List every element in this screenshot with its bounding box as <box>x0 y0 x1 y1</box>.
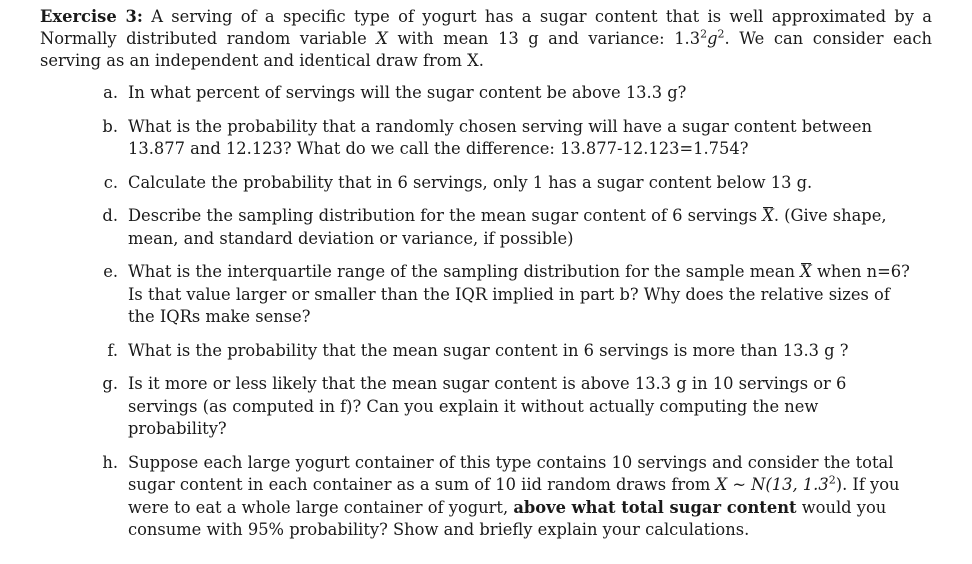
intro-var-x: X <box>376 29 388 48</box>
question-item <box>40 373 932 441</box>
question-marker: b. <box>102 116 118 136</box>
intro-sup-2: 2 <box>717 27 725 41</box>
question-item <box>40 261 932 329</box>
question-item <box>40 205 932 250</box>
question-text: In what percent of servings will the sugar content be above 13.3 g? <box>128 83 687 102</box>
question-text-before: Suppose each large yogurt container of this type contains 10 servings and consider the total sugar content in each container as a sum of 10 iid random draws from <box>128 452 894 494</box>
question-text-after: would you consume with 95% probability? Show and briefly explain your calculations. <box>128 497 887 539</box>
exercise-intro <box>40 6 932 72</box>
question-marker: d. <box>102 206 118 225</box>
intro-text-1: A serving of a specific type of yogurt has a sugar content that is well approximated by a Normally distributed random variable <box>40 7 932 48</box>
exercise-label: Exercise 3: <box>40 7 143 26</box>
distribution-close: ) <box>835 475 843 494</box>
question-item <box>40 116 932 161</box>
question-text <box>128 261 918 329</box>
question-item <box>40 82 932 105</box>
intro-text-3: . We can consider each serving as an independent and identical draw from X. <box>40 29 932 70</box>
intro-var-g: g <box>707 29 718 48</box>
question-text: Calculate the probability that in 6 servings, only 1 has a sugar content below 13 g. <box>128 172 813 192</box>
question-marker: c. <box>103 172 118 192</box>
sample-mean-symbol: X <box>800 261 812 284</box>
question-text-before: What is the interquartile range of the sampling distribution for the sample mean <box>128 262 795 281</box>
distribution-notation: X ~ N(13, 1.3 <box>715 475 829 494</box>
intro-sup-1: 2 <box>700 27 708 41</box>
question-marker: f. <box>107 340 118 360</box>
question-marker: g. <box>102 374 118 393</box>
distribution-sup: 2 <box>828 473 836 487</box>
question-text: What is the probability that the mean sugar content in 6 servings is more than 13.3 g ? <box>128 340 849 360</box>
question-text <box>128 452 918 542</box>
question-marker: a. <box>103 83 118 102</box>
question-text: What is the probability that a randomly chosen serving will have a sugar content between 13.877 and 12.123? What do we call the difference: 13.877-12.123=1.754? <box>128 116 873 158</box>
intro-text-2: with mean 13 g and variance: 1.3 <box>397 29 701 48</box>
question-text: Is it more or less likely that the mean sugar content is above 13.3 g in 10 servings or 6 servings (as computed in f)? Can you explain it without actually computing the new probability? <box>128 374 847 438</box>
question-text-after: when n=6? Is that value larger or smaller than the IQR implied in part b? Why does the relative sizes of the IQRs make sense? <box>128 262 910 326</box>
question-item <box>40 340 932 363</box>
question-text-before: Describe the sampling distribution for the mean sugar content of 6 servings <box>128 206 758 225</box>
question-marker: e. <box>103 262 118 281</box>
question-marker: h. <box>102 452 118 472</box>
question-item <box>40 452 932 542</box>
question-item <box>40 172 932 195</box>
sample-mean-symbol: X <box>762 205 774 228</box>
question-list <box>40 82 932 542</box>
question-text <box>128 205 918 250</box>
question-text-after: . (Give shape, mean, and standard deviation or variance, if possible) <box>128 206 887 248</box>
question-text-mid: . If you were to eat a whole large container of yogurt, <box>128 475 900 517</box>
question-bold-text: above what total sugar content <box>513 497 797 517</box>
